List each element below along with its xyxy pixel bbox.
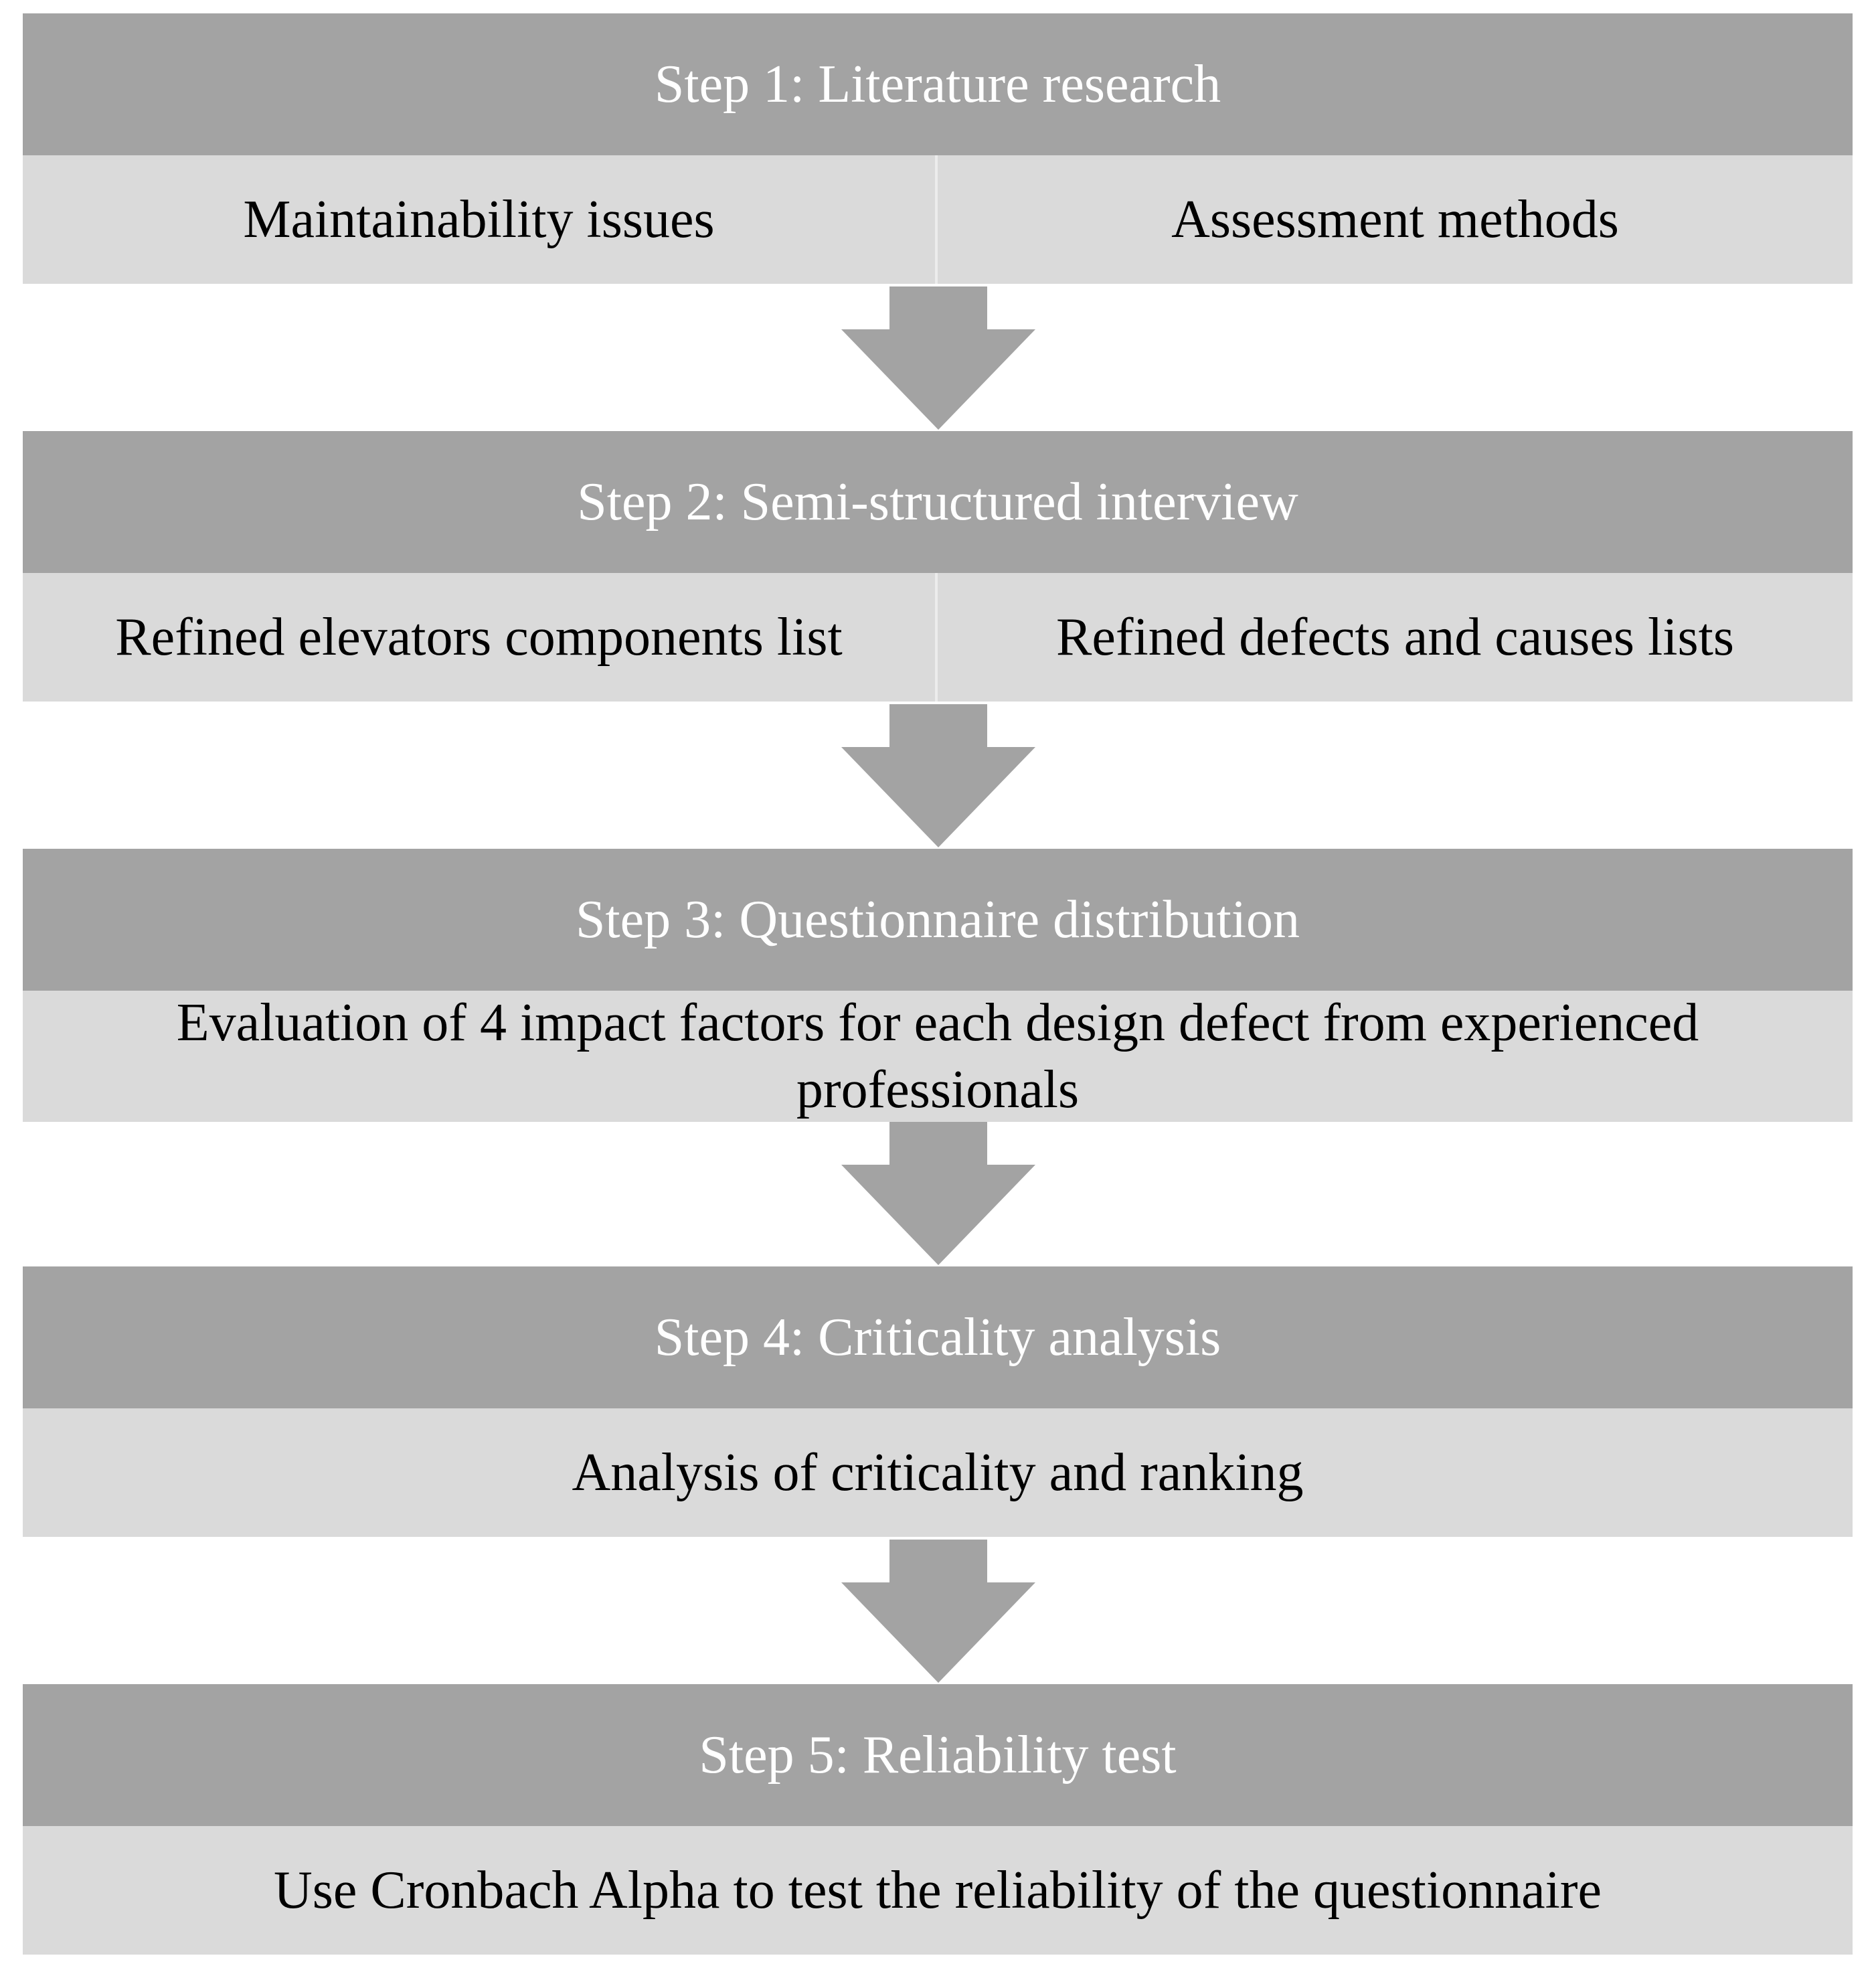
step-4-item-criticality-ranking: Analysis of criticality and ranking	[23, 1408, 1853, 1537]
step-2-item-components-list: Refined elevators components list	[23, 573, 938, 702]
step-3-body	[23, 991, 1853, 1119]
step-3-title: Step 3: Questionnaire distribution	[23, 849, 1853, 991]
down-arrow-icon	[840, 286, 1037, 430]
step-1-body	[23, 155, 1853, 284]
down-arrow-icon	[840, 1122, 1037, 1265]
step-3-item-evaluation: Evaluation of 4 impact factors for each design defect from experienced professionals	[23, 991, 1853, 1122]
step-2-body	[23, 573, 1853, 702]
step-1-item-assessment-methods: Assessment methods	[938, 155, 1853, 284]
step-5-body	[23, 1826, 1853, 1955]
step-5-item-cronbach-alpha: Use Cronbach Alpha to test the reliability of the questionnaire	[23, 1826, 1853, 1955]
step-1-title: Step 1: Literature research	[23, 13, 1853, 155]
step-4-body	[23, 1408, 1853, 1537]
down-arrow-icon	[840, 704, 1037, 847]
down-arrow-icon	[840, 1540, 1037, 1683]
step-2-item-defects-causes-lists: Refined defects and causes lists	[938, 573, 1853, 702]
step-2-title: Step 2: Semi-structured interview	[23, 431, 1853, 573]
step-4-title: Step 4: Criticality analysis	[23, 1266, 1853, 1408]
step-1-item-maintainability-issues: Maintainability issues	[23, 155, 938, 284]
step-5-title: Step 5: Reliability test	[23, 1684, 1853, 1826]
